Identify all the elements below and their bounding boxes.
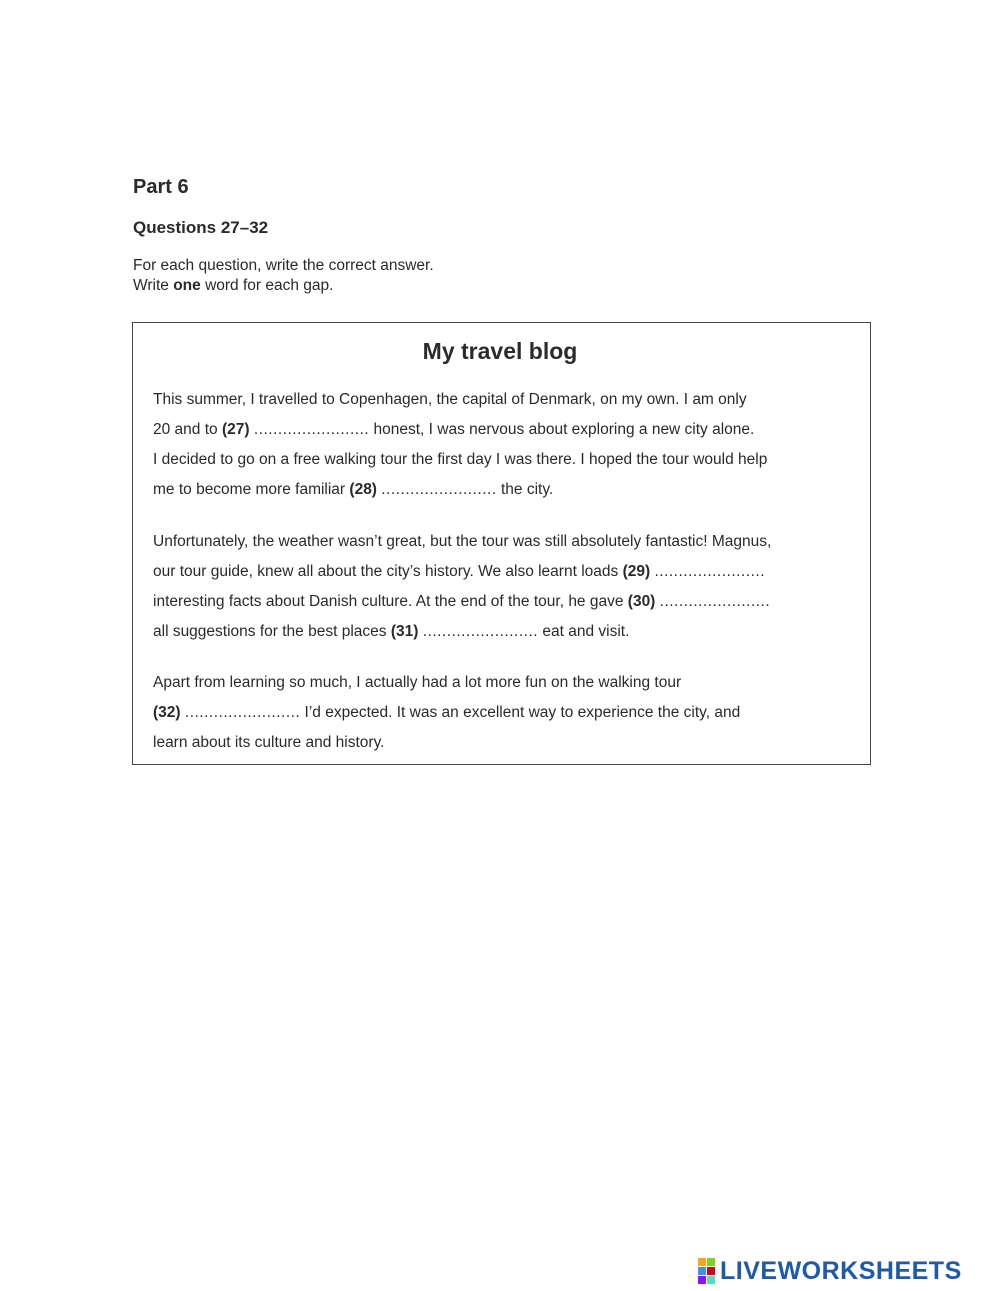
blog-title: My travel blog (422, 338, 578, 364)
gap-29-field[interactable]: ....................... (654, 563, 766, 580)
logo-tile (698, 1258, 706, 1266)
logo-tile (707, 1267, 715, 1275)
text-line (153, 617, 853, 647)
logo-tile (707, 1276, 715, 1284)
text: the city. (496, 481, 554, 498)
paragraph-2 (153, 527, 853, 647)
paragraph-3 (153, 668, 853, 758)
gap-27-number: (27) (221, 421, 250, 438)
text: honest, I was nervous about exploring a new city alone. (369, 421, 755, 438)
text: interesting facts about Danish culture. At the end of the tour, he gave (153, 593, 628, 610)
instruction-text: Write (133, 277, 174, 294)
text: 20 and to (153, 421, 222, 438)
text: our tour guide, knew all about the city’s history. We also learnt loads (153, 563, 623, 580)
instruction-line-1: For each question, write the correct answer. (133, 257, 434, 274)
text-line: Unfortunately, the weather wasn’t great, but the tour was still absolutely fantastic! Magnus, (153, 533, 772, 550)
logo-tile (698, 1276, 706, 1284)
gap-32-number: (32) (153, 704, 181, 721)
text-line: learn about its culture and history. (153, 734, 385, 751)
text: eat and visit. (538, 623, 630, 640)
text-line (153, 557, 853, 587)
liveworksheets-logo[interactable] (698, 1257, 962, 1285)
instruction-text: word for each gap. (200, 277, 334, 294)
text: all suggestions for the best places (153, 623, 391, 640)
text-line (153, 475, 853, 505)
part-title: Part 6 (133, 176, 189, 198)
text-line (153, 698, 853, 728)
logo-tile (698, 1267, 706, 1275)
instruction-emphasis: one (173, 277, 201, 294)
text-line: This summer, I travelled to Copenhagen, the capital of Denmark, on my own. I am only (153, 391, 747, 408)
gap-31-number: (31) (390, 623, 419, 640)
logo-tile (707, 1258, 715, 1266)
text-line (153, 415, 853, 445)
text-line (153, 587, 853, 617)
gap-28-field[interactable]: ........................ (381, 481, 497, 498)
text-line: Apart from learning so much, I actually had a lot more fun on the walking tour (153, 674, 682, 691)
paragraph-1 (153, 385, 853, 505)
questions-range: Questions 27–32 (133, 218, 269, 237)
text: me to become more familiar (153, 481, 350, 498)
gap-31-field[interactable]: ........................ (422, 623, 539, 640)
gap-28-number: (28) (349, 481, 377, 498)
instructions (133, 256, 434, 296)
text-line: I decided to go on a free walking tour the first day I was there. I hoped the tour would help (153, 451, 768, 468)
text: I’d expected. It was an excellent way to experience the city, and (300, 704, 741, 721)
gap-27-field[interactable]: ........................ (253, 421, 370, 438)
instruction-line-2 (133, 276, 434, 296)
logo-text: LIVEWORKSHEETS (720, 1256, 962, 1285)
gap-30-field[interactable]: ....................... (659, 593, 771, 610)
logo-mark-icon (698, 1258, 715, 1284)
gap-29-number: (29) (622, 563, 651, 580)
gap-30-number: (30) (627, 593, 656, 610)
gap-32-field[interactable]: ........................ (184, 704, 301, 721)
